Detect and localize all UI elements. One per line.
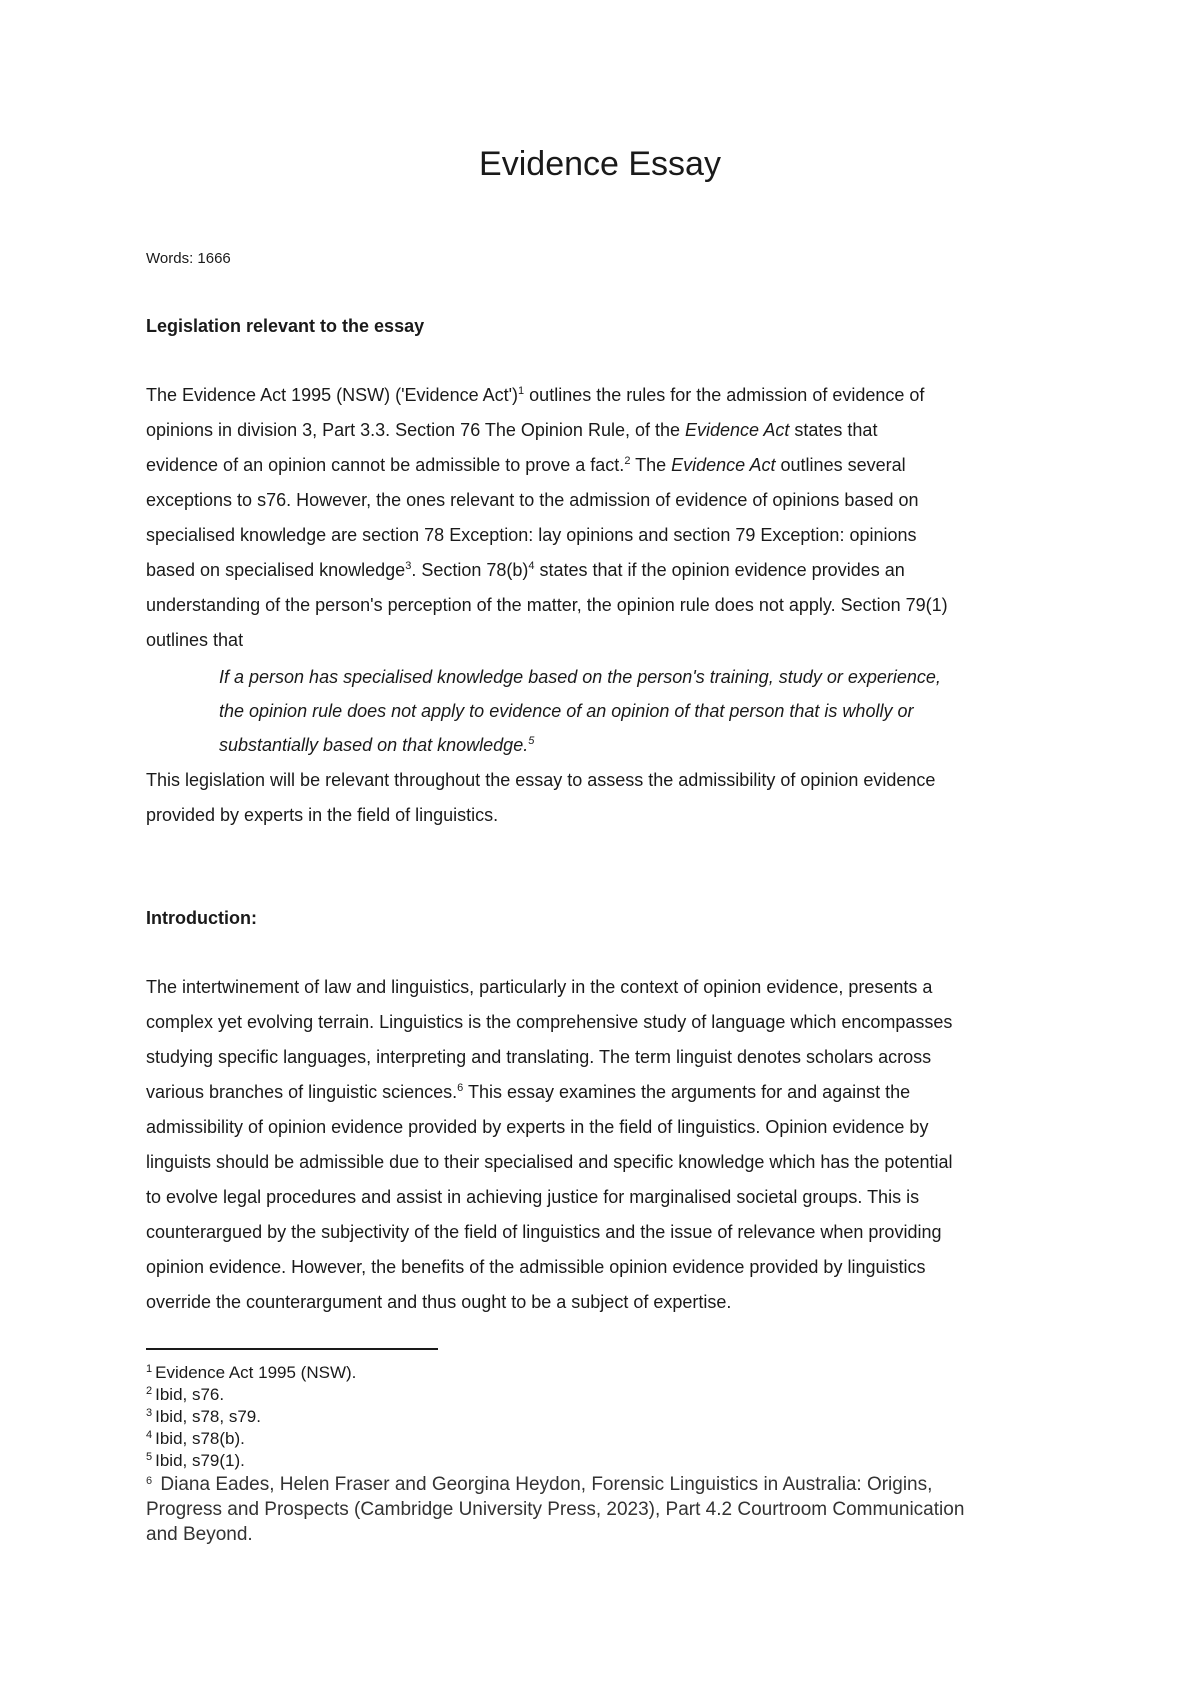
word-count: Words: 1666: [146, 250, 231, 267]
footnotes: [146, 1362, 1076, 1547]
quote-line: [219, 728, 1069, 762]
text-line: exceptions to s76. However, the ones relevant to the admission of evidence of opinions based on: [146, 490, 919, 510]
footnote-ref[interactable]: 3: [405, 560, 412, 572]
text-line: admissibility of opinion evidence provided by experts in the field of linguistics. Opinion evidence by: [146, 1117, 929, 1137]
footnote-line: and Beyond.: [146, 1524, 253, 1545]
text-run: substantially based on that knowledge.: [219, 735, 529, 755]
footnote-number: 4: [146, 1429, 153, 1441]
text-line: linguists should be admissible due to their specialised and specific knowledge which has the potential: [146, 1152, 953, 1172]
text-line: outlines that: [146, 630, 244, 650]
text-run: states that if the opinion evidence provides an: [534, 560, 905, 580]
footnote-text: Ibid, s79(1).: [155, 1451, 245, 1470]
text-line: This legislation will be relevant throughout the essay to assess the admissibility of opinion evidence: [146, 770, 936, 790]
italic-text: Evidence Act: [671, 455, 776, 475]
text-line: [146, 413, 1066, 448]
footnote-number: 1: [146, 1363, 153, 1375]
quote-line: the opinion rule does not apply to evidence of an opinion of that person that is wholly or: [219, 701, 914, 721]
text-line: [146, 378, 1066, 413]
text-run: outlines several: [775, 455, 906, 475]
italic-text: Evidence Act: [685, 420, 790, 440]
footnote-text: Ibid, s76.: [155, 1385, 225, 1404]
text-line: [146, 553, 1066, 588]
footnote-ref[interactable]: 2: [624, 455, 631, 467]
footnote-item: [146, 1450, 1076, 1472]
text-line: to evolve legal procedures and assist in achieving justice for marginalised societal groups. This is: [146, 1187, 920, 1207]
text-line: The intertwinement of law and linguistics, particularly in the context of opinion evidence, presents a: [146, 977, 933, 997]
text-line: provided by experts in the field of linguistics.: [146, 805, 499, 825]
text-line: complex yet evolving terrain. Linguistics is the comprehensive study of language which encompasses: [146, 1012, 953, 1032]
text-run: The: [630, 455, 672, 475]
footnote-ref[interactable]: 1: [518, 385, 525, 397]
footnote-number: 5: [146, 1451, 153, 1463]
footnote-line: [146, 1472, 1076, 1497]
document-title: Evidence Essay: [479, 145, 721, 183]
footnote-text: Diana Eades, Helen Fraser and Georgina Heydon, Forensic Linguistics in Australia: Origins,: [155, 1474, 933, 1495]
text-line: opinion evidence. However, the benefits of the admissible opinion evidence provided by linguistics: [146, 1257, 926, 1277]
introduction-paragraph: [146, 970, 1066, 1320]
text-run: evidence of an opinion cannot be admissible to prove a fact.: [146, 455, 625, 475]
footnote-text: Ibid, s78, s79.: [155, 1407, 261, 1426]
legislation-heading: Legislation relevant to the essay: [146, 316, 425, 336]
text-line: specialised knowledge are section 78 Exception: lay opinions and section 79 Exception: opinions: [146, 525, 917, 545]
text-line: [146, 1075, 1066, 1110]
text-run: outlines the rules for the admission of evidence of: [524, 385, 925, 405]
legislation-paragraph: [146, 378, 1066, 658]
footnote-item: [146, 1428, 1076, 1450]
text-run: opinions in division 3, Part 3.3. Section 76 The Opinion Rule, of the: [146, 420, 685, 440]
footnote-separator: [146, 1348, 438, 1350]
introduction-heading: Introduction:: [146, 908, 257, 928]
text-line: understanding of the person's perception of the matter, the opinion rule does not apply. Section 79(1): [146, 595, 948, 615]
text-line: studying specific languages, interpreting and translating. The term linguist denotes scholars across: [146, 1047, 932, 1067]
footnote-ref[interactable]: 5: [528, 735, 535, 747]
text-run: . Section 78(b): [411, 560, 529, 580]
text-run: This essay examines the arguments for and against the: [463, 1082, 911, 1102]
text-run: states that: [789, 420, 878, 440]
quote-line: If a person has specialised knowledge based on the person's training, study or experience,: [219, 667, 941, 687]
text-line: override the counterargument and thus ought to be a subject of expertise.: [146, 1292, 732, 1312]
block-quote: [219, 660, 1069, 762]
footnote-number: 2: [146, 1385, 153, 1397]
footnote-item: [146, 1472, 1076, 1547]
text-run: based on specialised knowledge: [146, 560, 406, 580]
footnote-text: Evidence Act 1995 (NSW).: [155, 1363, 357, 1382]
footnote-text: Ibid, s78(b).: [155, 1429, 245, 1448]
text-line: [146, 448, 1066, 483]
legislation-closing-paragraph: [146, 763, 1066, 833]
footnote-item: [146, 1406, 1076, 1428]
footnote-item: [146, 1384, 1076, 1406]
footnote-ref[interactable]: 6: [457, 1082, 464, 1094]
text-run: various branches of linguistic sciences.: [146, 1082, 458, 1102]
text-line: counterargued by the subjectivity of the field of linguistics and the issue of relevance when providing: [146, 1222, 942, 1242]
footnote-number: 6: [146, 1475, 153, 1487]
footnote-item: [146, 1362, 1076, 1384]
footnote-ref[interactable]: 4: [528, 560, 535, 572]
footnote-number: 3: [146, 1407, 153, 1419]
text-run: The Evidence Act 1995 (NSW) ('Evidence Act'): [146, 385, 519, 405]
footnote-line: Progress and Prospects (Cambridge University Press, 2023), Part 4.2 Courtroom Communication: [146, 1499, 965, 1520]
